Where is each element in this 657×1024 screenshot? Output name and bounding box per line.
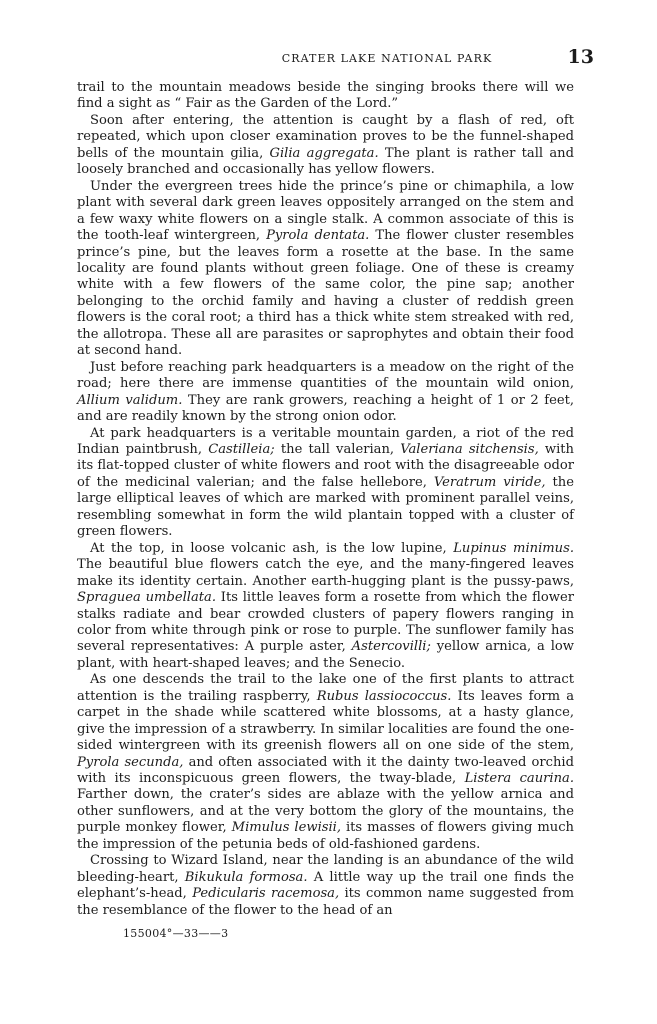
text-run: They are rank growers, reaching a height of 1 or 2 feet, and are readily known by the strong onion odor. [77, 392, 574, 425]
text-run: trail to the mountain meadows beside the singing brooks there will we find a sight as “ Fair as the Garden of the Lord.” [77, 80, 574, 112]
italic-botanical-name: Bikukula formosa. [184, 869, 308, 885]
running-title: CRATER LAKE NATIONAL PARK [281, 52, 493, 65]
text-run: its masses of flowers giving much the impression of the petunia beds of old-fashioned gardens. [77, 820, 574, 852]
italic-botanical-name: Pyrola dentata. [266, 228, 370, 244]
paragraph [77, 80, 574, 113]
italic-botanical-name: Lupinus minimus. [453, 540, 574, 556]
paragraph [77, 672, 574, 853]
text-run: and often associated with it the dainty two-leaved orchid with its inconspicuous green flowers, the tway-blade, [77, 754, 574, 787]
italic-botanical-name: Spraguea umbellata. [77, 590, 216, 606]
paragraph [77, 113, 574, 179]
text-run: At park headquarters is a veritable mountain garden, a riot of the red Indian paintbrush, [77, 425, 574, 457]
text-run: the tall valerian, [274, 441, 401, 457]
text-run: As one descends the trail to the lake one of the first plants to attract attention is the trailing raspberry, [77, 672, 574, 704]
italic-botanical-name: Mimulus lewisii, [231, 820, 342, 836]
paragraph [77, 426, 574, 541]
italic-botanical-name: Gilia aggregata. [269, 145, 379, 161]
text-run: Under the evergreen trees hide the prince’s pine or chimaphila, a low plant with several dark green leaves oppositely arranged on the stem and a few waxy white flowers on a single stalk. A common associate of this is the tooth-leaf wintergreen, [77, 178, 574, 244]
italic-botanical-name: Pyrola secunda, [77, 754, 184, 770]
italic-botanical-name: Veratrum viride, [433, 474, 546, 490]
text-run: the large elliptical leaves of which are marked with prominent parallel veins, resembling somewhat in form the wild plantain topped with a cluster of green flowers. [77, 474, 574, 540]
italic-botanical-name: Castilleia; [208, 441, 275, 457]
body-text [77, 80, 574, 919]
text-run: Soon after entering, the attention is caught by a flash of red, oft repeated, which upon closer examination proves to be the funnel-shaped bells of the mountain gilia, [77, 112, 574, 161]
text-run: Its little leaves form a rosette from which the flower stalks radiate and bear crowded clusters of papery flowers ranging in color from white through pink or rose to purple. The sunflower family has several representatives: A purple aster, [77, 590, 574, 655]
italic-botanical-name: Pedicularis racemosa, [192, 886, 340, 902]
text-run: A little way up the trail one finds the elephant’s-head, [77, 869, 574, 902]
text-run: Farther down, the crater’s sides are ablaze with the yellow arnica and other sunflowers, and at the very bottom the glory of the mountains, the purple monkey flower, [77, 787, 574, 836]
italic-botanical-name: Allium validum. [77, 392, 183, 408]
text-run: The flower cluster resembles prince’s pine, but the leaves form a rosette at the base. In the same locality are found plants without green foliage. One of these is creamy white with a few flowers of the same color, the pine sap; another belonging to the orchid family and having a cluster of reddish green flowers is the coral root; a third has a thick white stem streaked with red, the allotropa. These all are parasites or saprophytes and obtain their food at second hand. [77, 228, 575, 359]
paragraph [77, 541, 574, 673]
text-run: yellow arnica, a low plant, with heart-shaped leaves; and the Senecio. [77, 639, 575, 671]
paragraph [77, 360, 574, 426]
text-run: At the top, in loose volcanic ash, is the low lupine, [90, 540, 454, 556]
paragraph [77, 179, 574, 360]
text-run: The beautiful blue flowers catch the eye, and the many-fingered leaves make its identity certain. Another earth-hugging plant is the pussy-paws, [77, 557, 574, 589]
text-run: The plant is rather tall and loosely branched and occasionally has yellow flowers. [77, 145, 574, 178]
text-run: Its leaves form a carpet in the shade while scattered white blossoms, at a hasty glance, give the impression of a strawberry. In similar localities are found the one-sided wintergreen with its greenish flowers all on one side of the stem, [77, 688, 574, 754]
paragraph [77, 853, 574, 919]
page-number: 13 [567, 46, 594, 68]
italic-botanical-name: Listera caurina. [464, 771, 575, 787]
italic-botanical-name: Astercovilli; [351, 639, 431, 655]
text-run: Just before reaching park headquarters is a meadow on the right of the road; here there are immense quantities of the mountain wild onion, [77, 359, 574, 392]
italic-botanical-name: Rubus lassiococcus. [316, 688, 452, 704]
italic-botanical-name: Valeriana sitchensis, [400, 441, 539, 457]
text-run: Crossing to Wizard Island, near the landing is an abundance of the wild bleeding-heart, [77, 853, 574, 885]
text-run: its common name suggested from the resemblance of the flower to the head of an [77, 886, 574, 918]
text-run: with its flat-topped cluster of white flowers and root with the disagreeable odor of the medicinal valerian; and the false hellebore, [77, 441, 574, 490]
printer-signature-mark: 155004°—33——3 [123, 927, 229, 940]
